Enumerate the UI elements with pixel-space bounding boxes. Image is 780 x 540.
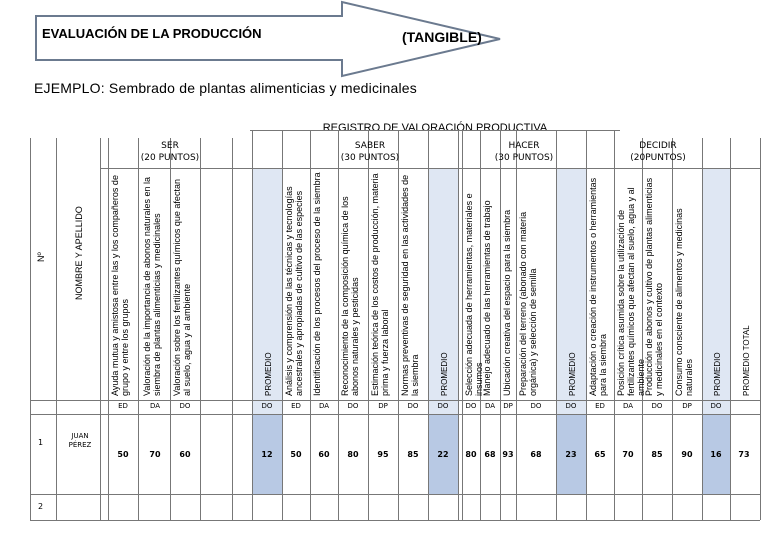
criterion-header: Producción de abonos y cultivo de plantas alimenticias y medicinales en el contexto — [644, 177, 664, 396]
table-rule — [462, 130, 463, 520]
group-points: (30 PUNTOS) — [340, 153, 400, 163]
score-cell: 50 — [117, 450, 129, 459]
criterion-header: PROMEDIO — [264, 352, 273, 396]
score-cell: 68 — [484, 450, 496, 459]
criterion-code: DA — [149, 402, 161, 410]
criterion-header: PROMEDIO — [713, 352, 722, 396]
row-number: 1 — [38, 438, 44, 447]
name-header: NOMBRE Y APELLIDO — [74, 206, 84, 300]
criterion-code: DO — [179, 402, 191, 410]
criterion-code: DO — [651, 402, 663, 410]
score-cell: 80 — [347, 450, 359, 459]
criterion-code: DA — [622, 402, 634, 410]
group-name: HACER — [508, 141, 540, 151]
criterion-code: ED — [595, 402, 605, 410]
score-cell: 70 — [149, 450, 161, 459]
table-rule — [100, 138, 101, 520]
group-name: DECIDIR — [639, 141, 677, 151]
table-rule — [30, 520, 760, 521]
group-header — [586, 140, 730, 164]
table-rule — [30, 400, 760, 401]
num-header: Nº — [36, 252, 46, 262]
criterion-header: PROMEDIO — [568, 352, 577, 396]
group-points: (30 PUNTOS) — [494, 153, 554, 163]
criterion-header: Ubicación creativa del espacio para la siembra — [502, 209, 512, 396]
criterion-header: Normas preventivas de seguridad en las actividades de la siembra — [400, 174, 420, 396]
criterion-header: Estimación teórica de los costos de producción, materia prima y fuerza laboral — [370, 173, 390, 396]
group-header — [462, 140, 586, 164]
criterion-header: PROMEDIO TOTAL — [742, 325, 751, 396]
criterion-header: Valoración sobre los fertilizantes químicos que afectan al suelo, agua y al ambiente — [172, 179, 192, 396]
group-points: (20PUNTOS) — [630, 153, 686, 163]
score-cell: 68 — [530, 450, 542, 459]
score-cell: 23 — [565, 450, 577, 459]
table-rule — [232, 138, 233, 520]
group-header — [282, 140, 458, 164]
criterion-header: PROMEDIO — [440, 352, 449, 396]
criterion-header: Reconocimiento de la composición química de los abonos naturales y pesticidas — [340, 196, 360, 396]
example-text: EJEMPLO: Sembrado de plantas alimenticias y medicinales — [34, 80, 417, 96]
criterion-code: DO — [710, 402, 722, 410]
total-score: 73 — [738, 450, 750, 459]
score-cell: 65 — [594, 450, 606, 459]
table-rule — [100, 168, 760, 169]
table-rule — [30, 138, 31, 520]
table-rule — [250, 130, 620, 131]
criterion-code: DO — [465, 402, 477, 410]
score-cell: 12 — [261, 450, 273, 459]
score-cell: 90 — [681, 450, 693, 459]
score-cell: 50 — [290, 450, 302, 459]
row-name: JUAN PÉREZ — [68, 432, 92, 449]
score-cell: 85 — [407, 450, 419, 459]
group-header — [108, 140, 232, 164]
score-cell: 16 — [710, 450, 722, 459]
criterion-code: DA — [318, 402, 330, 410]
table-rule — [30, 414, 760, 415]
table-rule — [30, 494, 760, 495]
criterion-code: ED — [291, 402, 301, 410]
criterion-code: DO — [565, 402, 577, 410]
criterion-header: Manejo adecuado de las herramientas de trabajo — [482, 200, 492, 396]
score-cell: 60 — [179, 450, 191, 459]
table-rule — [56, 138, 57, 520]
group-name: SER — [161, 141, 179, 151]
criterion-code: DP — [682, 402, 692, 410]
criterion-header: Adaptación o creación de instrumentos o herramientas para la siembra — [588, 177, 608, 396]
table-rule — [108, 138, 109, 520]
table-title: REGISTRO DE VALORACIÓN PRODUCTIVA — [322, 122, 548, 134]
criterion-header: Selección adecuada de herramientas, materiales e insumos — [464, 193, 484, 396]
score-cell: 93 — [502, 450, 514, 459]
criterion-code: ED — [118, 402, 128, 410]
criterion-header: Consumo consciente de alimentos y medicinas naturales — [674, 208, 694, 396]
group-name: SABER — [354, 141, 386, 151]
criterion-header: Identificación de los procesos del proceso de la siembra — [312, 172, 322, 396]
criterion-code: DO — [407, 402, 419, 410]
criterion-header: Posición crítica asumida sobre la utilización de fertilizantes químicos que afectan al suelo, agua y al ambiente — [616, 187, 646, 396]
criterion-header: Análisis y comprensión de las técnicas y tecnologías ancestrales y apropiadas de cultivo de las especies — [284, 186, 304, 396]
score-cell: 22 — [437, 450, 449, 459]
criterion-header: Ayuda mutua y amistosa entre las y los compañeros de grupo y entre los grupos — [110, 175, 130, 396]
score-cell: 60 — [318, 450, 330, 459]
criterion-code: DP — [503, 402, 513, 410]
criterion-code: DO — [347, 402, 359, 410]
page-title: EVALUACIÓN DE LA PRODUCCIÓN — [42, 26, 262, 41]
criterion-code: DO — [261, 402, 273, 410]
table-rule — [252, 130, 253, 520]
row-number: 2 — [38, 502, 44, 511]
criterion-code: DO — [530, 402, 542, 410]
score-cell: 80 — [465, 450, 477, 459]
criterion-code: DA — [484, 402, 496, 410]
group-points: (20 PUNTOS) — [140, 153, 200, 163]
score-cell: 95 — [377, 450, 389, 459]
score-cell: 70 — [622, 450, 634, 459]
criterion-header: Preparación del terreno (abonado con materia orgánica) y selección de semilla — [518, 211, 538, 396]
score-cell: 85 — [651, 450, 663, 459]
page-subtitle: (TANGIBLE) — [402, 29, 482, 45]
criterion-code: DP — [378, 402, 388, 410]
criterion-code: DO — [437, 402, 449, 410]
criterion-header: Valoración de la importancia de abonos naturales en la siembra de plantas alimenticias y medicinales — [142, 177, 162, 396]
